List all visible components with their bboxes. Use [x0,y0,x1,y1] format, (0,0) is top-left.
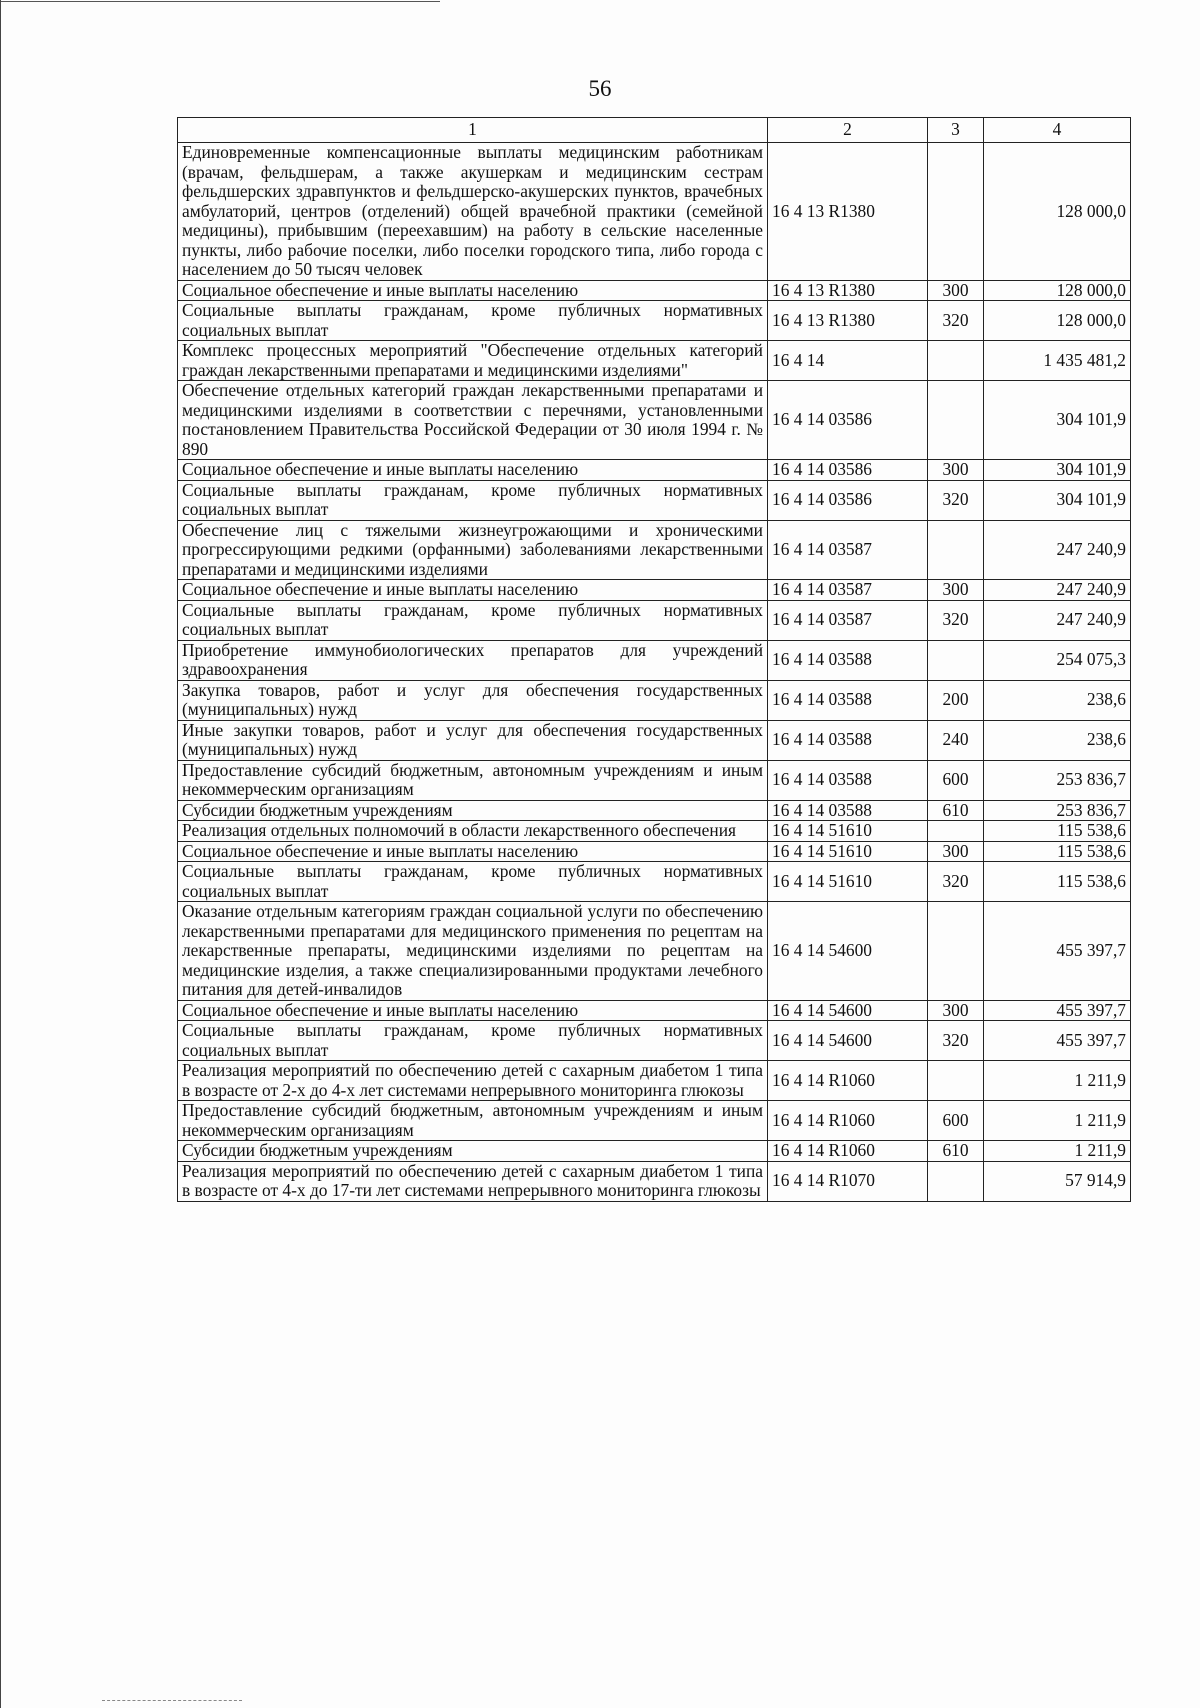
amount-cell: 247 240,9 [984,520,1131,580]
expense-type-cell: 300 [928,580,984,601]
expense-type-cell: 320 [928,600,984,640]
target-code-cell: 16 4 14 03587 [768,580,928,601]
amount-cell: 1 435 481,2 [984,341,1131,381]
table-row [178,720,1131,760]
amount-cell: 304 101,9 [984,381,1131,460]
target-code-cell: 16 4 14 03588 [768,760,928,800]
expense-name-cell: Оказание отдельным категориям граждан социальной услуги по обеспечению лекарственными препаратами для медицинского применения по рецептам на лекарственные препараты, медицинскими изделиями по рецептам на медицинские изделия, а также специализированными продуктами лечебного питания для детей-инвалидов [178,902,768,1001]
table-row [178,301,1131,341]
expense-name-cell: Социальное обеспечение и иные выплаты населению [178,460,768,481]
table-row [178,680,1131,720]
expense-name-cell: Обеспечение отдельных категорий граждан лекарственными препаратами и медицинскими изделиями в соответствии с перечнями, установленными постановлением Правительства Российской Федерации от 30 июля 1994 г. № 890 [178,381,768,460]
amount-cell: 304 101,9 [984,460,1131,481]
amount-cell: 238,6 [984,720,1131,760]
table-row [178,1000,1131,1021]
target-code-cell: 16 4 14 R1060 [768,1101,928,1141]
target-code-cell: 16 4 14 03586 [768,381,928,460]
table-row [178,862,1131,902]
expense-name-cell: Социальное обеспечение и иные выплаты населению [178,280,768,301]
target-code-cell: 16 4 14 54600 [768,1021,928,1061]
target-code-cell: 16 4 14 03588 [768,640,928,680]
scan-edge-left [0,0,1,1708]
table-row [178,640,1131,680]
target-code-cell: 16 4 14 51610 [768,841,928,862]
table-row [178,760,1131,800]
table-row [178,341,1131,381]
table-row [178,600,1131,640]
budget-table-body [178,118,1131,1202]
amount-cell: 455 397,7 [984,1021,1131,1061]
amount-cell: 1 211,9 [984,1141,1131,1162]
expense-name-cell: Социальные выплаты гражданам, кроме публичных нормативных социальных выплат [178,1021,768,1061]
amount-cell: 1 211,9 [984,1061,1131,1101]
scan-edge-top [0,1,440,2]
amount-cell: 253 836,7 [984,800,1131,821]
expense-type-cell: 320 [928,862,984,902]
table-row [178,902,1131,1001]
expense-type-cell: 300 [928,841,984,862]
table-row [178,1101,1131,1141]
amount-cell: 115 538,6 [984,841,1131,862]
target-code-cell: 16 4 14 51610 [768,821,928,842]
amount-cell: 57 914,9 [984,1161,1131,1201]
expense-name-cell: Предоставление субсидий бюджетным, автономным учреждениям и иным некоммерческим организациям [178,760,768,800]
header-col-3: 3 [928,118,984,143]
expense-name-cell: Реализация мероприятий по обеспечению детей с сахарным диабетом 1 типа в возрасте от 2-х до 4-х лет системами непрерывного мониторинга глюкозы [178,1061,768,1101]
expense-type-cell [928,640,984,680]
target-code-cell: 16 4 14 R1060 [768,1141,928,1162]
target-code-cell: 16 4 14 03586 [768,480,928,520]
expense-name-cell: Предоставление субсидий бюджетным, автономным учреждениям и иным некоммерческим организациям [178,1101,768,1141]
expense-type-cell: 320 [928,301,984,341]
table-row [178,800,1131,821]
table-row [178,520,1131,580]
expense-name-cell: Реализация мероприятий по обеспечению детей с сахарным диабетом 1 типа в возрасте от 4-х до 17-ти лет системами непрерывного мониторинга глюкозы [178,1161,768,1201]
table-row [178,143,1131,281]
expense-type-cell [928,1161,984,1201]
amount-cell: 455 397,7 [984,1000,1131,1021]
expense-type-cell [928,902,984,1001]
amount-cell: 1 211,9 [984,1101,1131,1141]
expense-type-cell [928,381,984,460]
amount-cell: 247 240,9 [984,580,1131,601]
expense-name-cell: Субсидии бюджетным учреждениям [178,1141,768,1162]
target-code-cell: 16 4 14 03588 [768,720,928,760]
amount-cell: 247 240,9 [984,600,1131,640]
expense-name-cell: Социальные выплаты гражданам, кроме публичных нормативных социальных выплат [178,301,768,341]
target-code-cell: 16 4 14 03587 [768,520,928,580]
expense-name-cell: Иные закупки товаров, работ и услуг для обеспечения государственных (муниципальных) нужд [178,720,768,760]
amount-cell: 128 000,0 [984,143,1131,281]
expense-type-cell: 600 [928,1101,984,1141]
expense-type-cell: 320 [928,480,984,520]
expense-name-cell: Обеспечение лиц с тяжелыми жизнеугрожающими и хроническими прогрессирующими редкими (орфанными) заболеваниями лекарственными препаратами и медицинскими изделиями [178,520,768,580]
table-row [178,1021,1131,1061]
expense-name-cell: Приобретение иммунобиологических препаратов для учреждений здравоохранения [178,640,768,680]
expense-name-cell: Социальное обеспечение и иные выплаты населению [178,841,768,862]
expense-type-cell: 610 [928,800,984,821]
table-row [178,1141,1131,1162]
expense-type-cell [928,821,984,842]
expense-name-cell: Социальные выплаты гражданам, кроме публичных нормативных социальных выплат [178,600,768,640]
table-row [178,1061,1131,1101]
header-col-2: 2 [768,118,928,143]
expense-type-cell: 300 [928,280,984,301]
table-row [178,580,1131,601]
expense-type-cell: 240 [928,720,984,760]
scan-mark-bottom [102,1700,242,1701]
expense-type-cell: 300 [928,1000,984,1021]
expense-type-cell [928,1061,984,1101]
table-header-row [178,118,1131,143]
expense-type-cell [928,520,984,580]
target-code-cell: 16 4 14 03586 [768,460,928,481]
budget-table [177,117,1131,1202]
table-row [178,480,1131,520]
target-code-cell: 16 4 14 [768,341,928,381]
expense-name-cell: Комплекс процессных мероприятий "Обеспечение отдельных категорий граждан лекарственными препаратами и медицинскими изделиями" [178,341,768,381]
expense-type-cell [928,143,984,281]
expense-name-cell: Единовременные компенсационные выплаты медицинским работникам (врачам, фельдшерам, а также акушеркам и медицинским сестрам фельдшерских здравпунктов и фельдшерско-акушерских пунктов, врачебных амбулаторий, центров (отделений) общей врачебной практики (семейной медицины), прибывшим (переехавшим) на работу в сельские населенные пункты, либо рабочие поселки, либо поселки городского типа, либо города с населением до 50 тысяч человек [178,143,768,281]
expense-type-cell: 200 [928,680,984,720]
amount-cell: 115 538,6 [984,862,1131,902]
amount-cell: 128 000,0 [984,301,1131,341]
amount-cell: 254 075,3 [984,640,1131,680]
table-row [178,381,1131,460]
target-code-cell: 16 4 13 R1380 [768,280,928,301]
table-row [178,841,1131,862]
target-code-cell: 16 4 14 54600 [768,902,928,1001]
amount-cell: 253 836,7 [984,760,1131,800]
amount-cell: 304 101,9 [984,480,1131,520]
expense-type-cell: 610 [928,1141,984,1162]
target-code-cell: 16 4 14 03588 [768,680,928,720]
expense-name-cell: Социальное обеспечение и иные выплаты населению [178,1000,768,1021]
target-code-cell: 16 4 14 03587 [768,600,928,640]
target-code-cell: 16 4 14 R1070 [768,1161,928,1201]
target-code-cell: 16 4 13 R1380 [768,143,928,281]
expense-name-cell: Социальное обеспечение и иные выплаты населению [178,580,768,601]
target-code-cell: 16 4 14 R1060 [768,1061,928,1101]
target-code-cell: 16 4 14 54600 [768,1000,928,1021]
expense-name-cell: Реализация отдельных полномочий в области лекарственного обеспечения [178,821,768,842]
amount-cell: 238,6 [984,680,1131,720]
table-row [178,460,1131,481]
page-number: 56 [588,76,612,101]
expense-name-cell: Социальные выплаты гражданам, кроме публичных нормативных социальных выплат [178,480,768,520]
target-code-cell: 16 4 13 R1380 [768,301,928,341]
header-col-4: 4 [984,118,1131,143]
expense-name-cell: Социальные выплаты гражданам, кроме публичных нормативных социальных выплат [178,862,768,902]
amount-cell: 115 538,6 [984,821,1131,842]
amount-cell: 128 000,0 [984,280,1131,301]
amount-cell: 455 397,7 [984,902,1131,1001]
expense-type-cell: 320 [928,1021,984,1061]
expense-name-cell: Закупка товаров, работ и услуг для обеспечения государственных (муниципальных) нужд [178,680,768,720]
expense-type-cell [928,341,984,381]
table-row [178,821,1131,842]
expense-name-cell: Субсидии бюджетным учреждениям [178,800,768,821]
table-row [178,280,1131,301]
table-row [178,1161,1131,1201]
expense-type-cell: 600 [928,760,984,800]
expense-type-cell: 300 [928,460,984,481]
target-code-cell: 16 4 14 51610 [768,862,928,902]
header-col-1: 1 [178,118,768,143]
target-code-cell: 16 4 14 03588 [768,800,928,821]
